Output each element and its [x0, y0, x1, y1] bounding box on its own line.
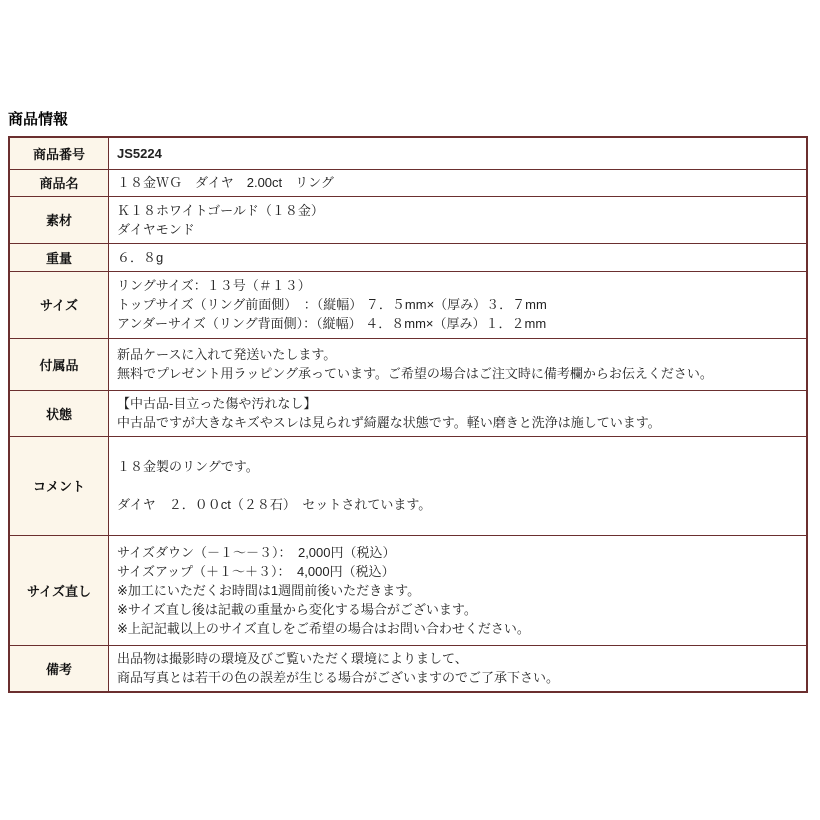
row-value: [109, 535, 808, 645]
row-label: サイズ直し: [9, 535, 109, 645]
table-row-condition: [9, 390, 807, 436]
value-line: ※上記記載以上のサイズ直しをご希望の場合はお問い合わせください。: [117, 620, 530, 636]
value-line: １８金製のリングです。: [117, 459, 259, 474]
value-line: 【中古品-目立った傷や汚れなし】: [117, 396, 317, 411]
value-line: ダイヤモンド: [117, 221, 195, 237]
product-info-table: [8, 136, 808, 693]
value-line: ６．８g: [117, 249, 164, 265]
value-line: アンダーサイズ（リング背面側）：（縦幅） ４．８mm×（厚み）１．２mm: [117, 316, 547, 331]
table-row-accessories: [9, 338, 807, 390]
value-line: ダイヤ ２．００ct（２８石） セットされています。: [117, 497, 432, 512]
row-value: [109, 390, 808, 436]
value-line: 無料でプレゼント用ラッピング承っています。ご希望の場合はご注文時に備考欄からお伝えください。: [117, 366, 713, 381]
row-label: 商品番号: [9, 137, 109, 169]
row-value: [109, 137, 808, 169]
value-line: サイズダウン（－１～－３）： 2,000円（税込）: [117, 544, 396, 560]
row-value: [109, 436, 808, 535]
value-line: リングサイズ：１３号（＃１３）: [117, 278, 311, 293]
value-line: トップサイズ（リング前面側） ：（縦幅） ７．５mm×（厚み）３．７mm: [117, 297, 547, 312]
row-label: 備考: [9, 645, 109, 692]
row-label: 重量: [9, 243, 109, 271]
row-value: [109, 169, 808, 196]
value-line: 新品ケースに入れて発送いたします。: [117, 347, 337, 362]
table-row-size: [9, 271, 807, 338]
table-row-product-name: [9, 169, 807, 196]
value-line: 商品写真とは若干の色の誤差が生じる場合がございますのでご了承下さい。: [117, 670, 560, 686]
row-label: サイズ: [9, 271, 109, 338]
row-label: 付属品: [9, 338, 109, 390]
row-label: 状態: [9, 390, 109, 436]
table-row-notes: [9, 645, 807, 692]
table-row-resizing: [9, 535, 807, 645]
value-line: サイズアップ（＋１～＋３）： 4,000円（税込）: [117, 563, 395, 579]
value-line: ※加工にいただくお時間は1週間前後いただきます。: [117, 582, 421, 598]
row-label: 素材: [9, 196, 109, 243]
row-value: [109, 645, 808, 692]
table-row-weight: [9, 243, 807, 271]
table-row-comment: [9, 436, 807, 535]
page-title: 商品情報: [8, 111, 69, 128]
value-line: JS5224: [117, 145, 162, 161]
row-value: [109, 196, 808, 243]
row-label: コメント: [9, 436, 109, 535]
table-row-material: [9, 196, 807, 243]
value-line: 中古品ですが大きなキズやスレは見られず綺麗な状態です。軽い磨きと洗浄は施しています。: [117, 415, 661, 430]
row-value: [109, 243, 808, 271]
table-row-product-number: [9, 137, 807, 169]
value-line: 出品物は撮影時の環境及びご覧いただく環境によりまして、: [117, 651, 468, 667]
row-value: [109, 271, 808, 338]
row-value: [109, 338, 808, 390]
value-line: Ｋ１８ホワイトゴールド（１８金）: [117, 202, 324, 218]
value-line: ※サイズ直し後は記載の重量から変化する場合がございます。: [117, 601, 477, 617]
value-line: [117, 476, 798, 495]
row-label: 商品名: [9, 169, 109, 196]
value-line: １８金ＷＧ ダイヤ 2.00ct リング: [117, 175, 334, 190]
